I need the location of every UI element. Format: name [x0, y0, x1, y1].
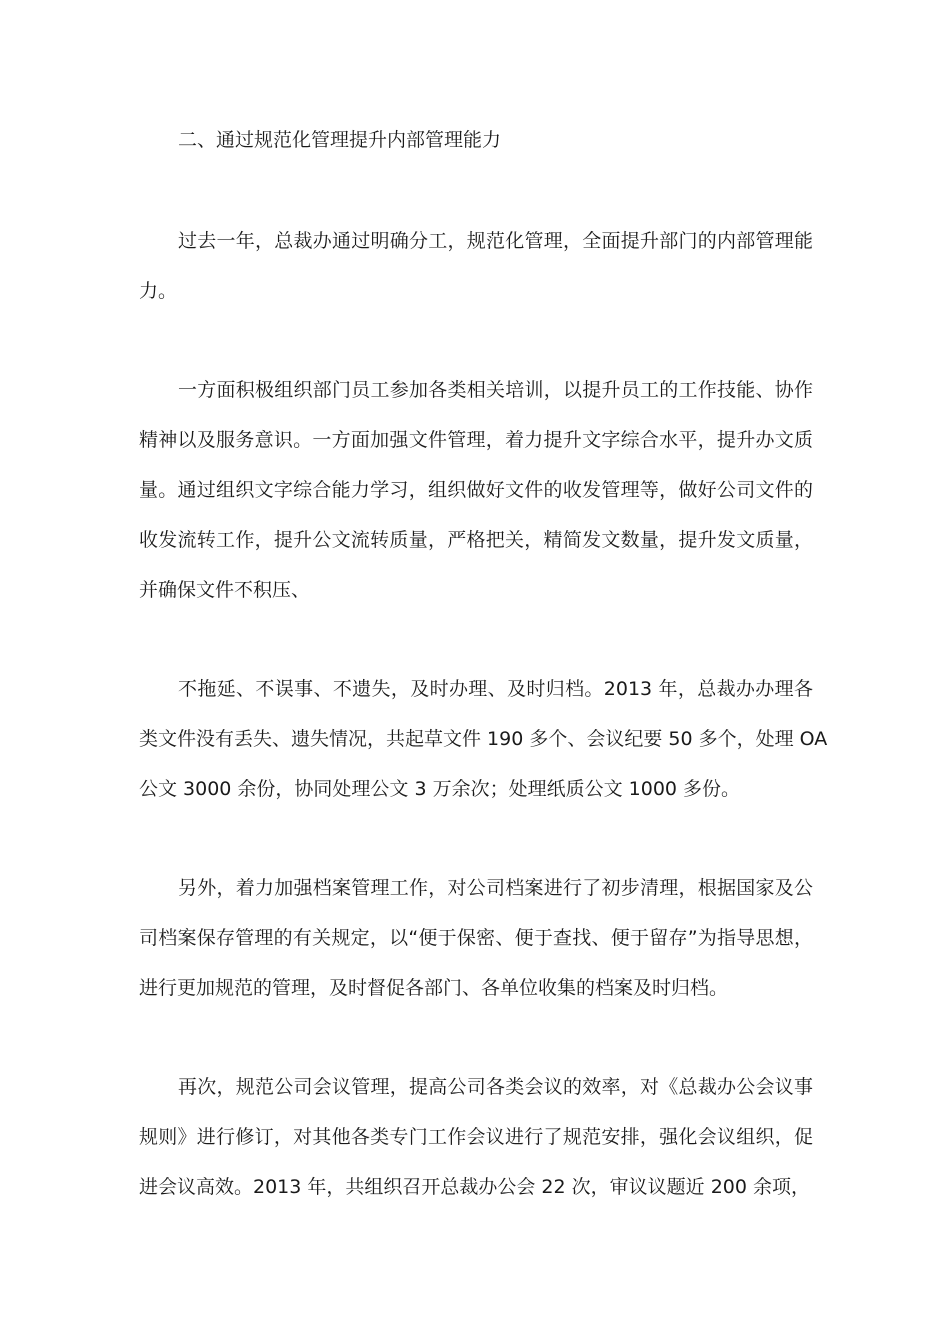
- paragraph-3-line-1: 不拖延、不误事、不遗失，及时办理、及时归档。2013 年，总裁办办理各: [178, 678, 813, 700]
- paragraph-4-line-2: 司档案保存管理的有关规定，以“便于保密、便于查找、便于留存”为指导思想，: [139, 927, 813, 949]
- paragraph-2-line-1: 一方面积极组织部门员工参加各类相关培训，以提升员工的工作技能、协作: [178, 379, 813, 401]
- paragraph-4-line-3: 进行更加规范的管理，及时督促各部门、各单位收集的档案及时归档。: [139, 977, 729, 999]
- paragraph-1-line-2: 力。: [139, 280, 178, 302]
- section-heading: 二、通过规范化管理提升内部管理能力: [178, 129, 502, 151]
- paragraph-2-line-2: 精神以及服务意识。一方面加强文件管理，着力提升文字综合水平，提升办文质: [139, 429, 813, 451]
- paragraph-2-line-3: 量。通过组织文字综合能力学习，组织做好文件的收发管理等，做好公司文件的: [139, 479, 813, 501]
- paragraph-4-line-1: 另外，着力加强档案管理工作，对公司档案进行了初步清理，根据国家及公: [178, 877, 813, 899]
- paragraph-3-line-2: 类文件没有丢失、遗失情况，共起草文件 190 多个、会议纪要 50 多个，处理 OA: [139, 728, 828, 750]
- paragraph-5-line-2: 规则》进行修订，对其他各类专门工作会议进行了规范安排，强化会议组织，促: [139, 1126, 813, 1148]
- paragraph-3-line-3: 公文 3000 余份，协同处理公文 3 万余次；处理纸质公文 1000 多份。: [139, 778, 741, 800]
- paragraph-5-line-3: 进会议高效。2013 年，共组织召开总裁办公会 22 次，审议议题近 200 余项，: [139, 1176, 810, 1198]
- paragraph-2-line-5: 并确保文件不积压、: [139, 579, 311, 601]
- paragraph-1-line-1: 过去一年，总裁办通过明确分工，规范化管理，全面提升部门的内部管理能: [178, 230, 813, 252]
- paragraph-2-line-4: 收发流转工作，提升公文流转质量，严格把关，精简发文数量，提升发文质量，: [139, 529, 813, 551]
- paragraph-5-line-1: 再次，规范公司会议管理，提高公司各类会议的效率，对《总裁办公会议事: [178, 1076, 813, 1098]
